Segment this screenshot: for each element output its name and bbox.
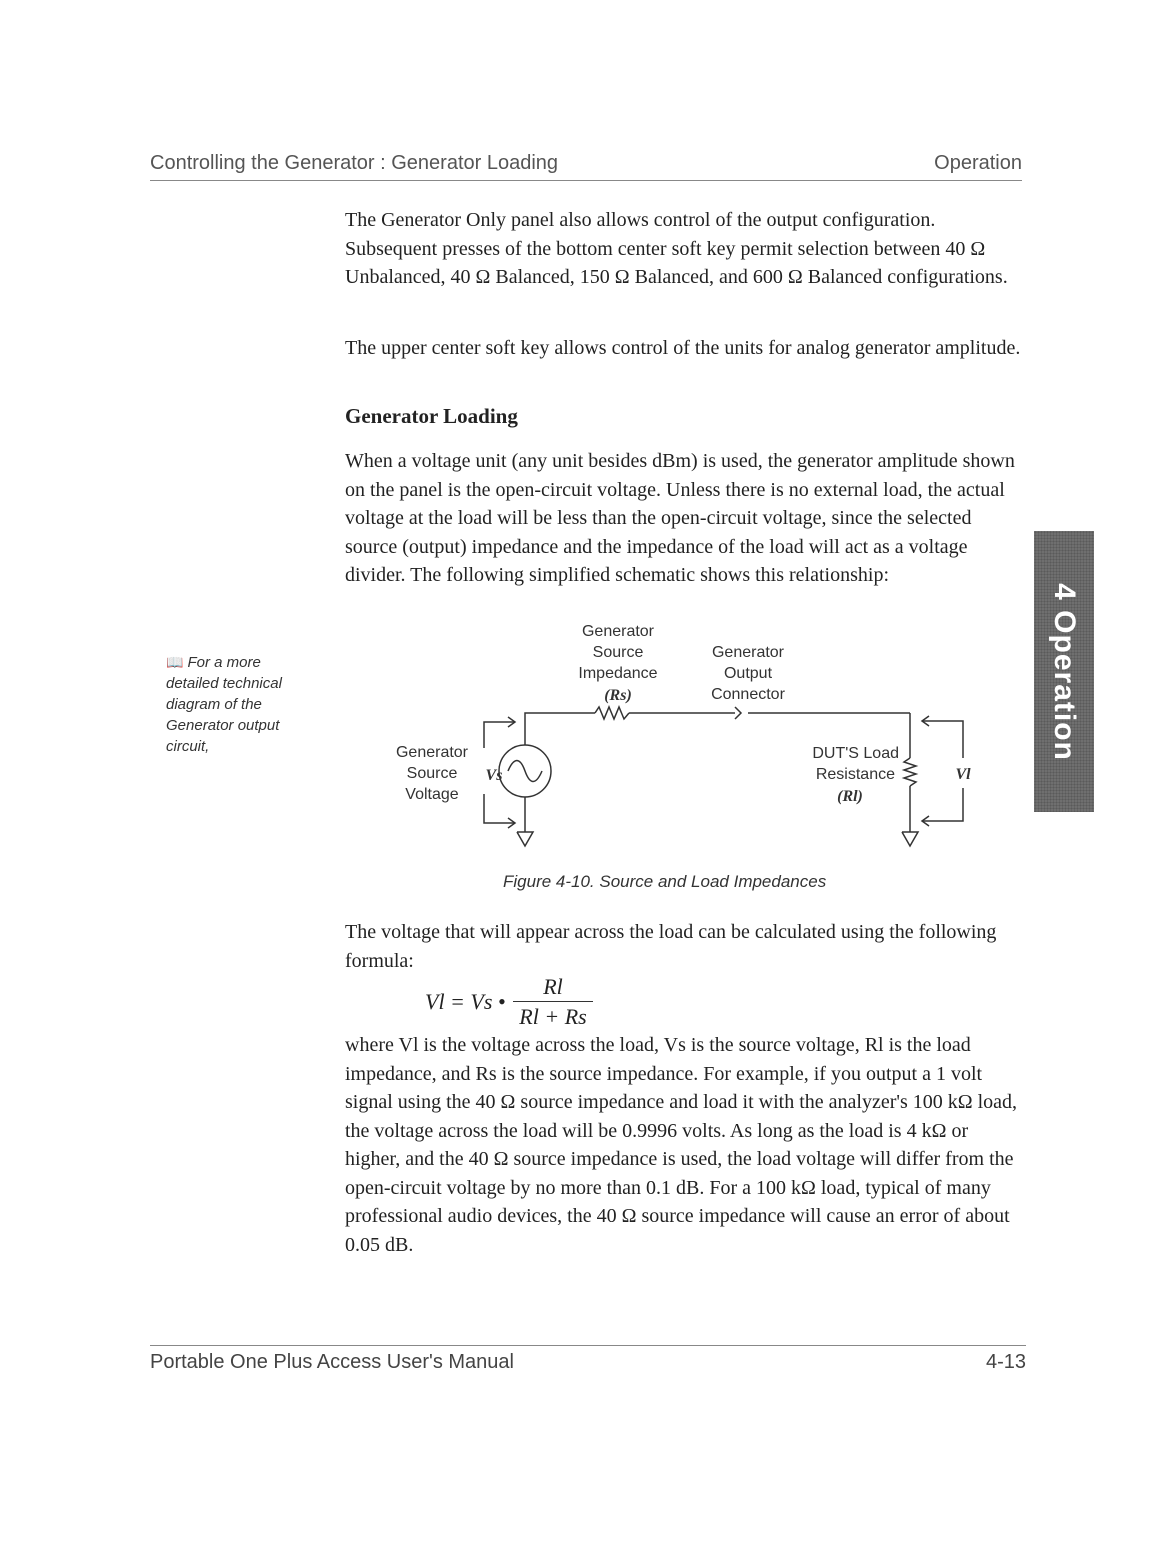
paragraph-text: where Vl is the voltage across the load, Vs is the source voltage, Rl is the load impedance, and Rs is the source impedance. For example, if you output a 1 volt signal using the 40 Ω source impedance and load it with the analyzer's 100 kΩ load, the voltage across the load will be 0.9996 volts. As long as the load is 4 kΩ or higher, and the 40 Ω source impedance is used, the load voltage will differ from the open-circuit voltage by no more than 0.1 dB. For a 100 kΩ load, typical of many professional audio devices, the 40 Ω source impedance will cause an error of about 0.05 dB.: [345, 1034, 1018, 1256]
resistor-rl: [904, 758, 916, 786]
label-gen-impedance-3: Impedance: [578, 665, 658, 682]
footer-manual-title: Portable One Plus Access User's Manual: [150, 1351, 514, 1373]
side-tab-label: 4 Operation: [1048, 582, 1081, 761]
label-dut-load-2: Resistance: [815, 766, 895, 783]
chapter-side-tab: [1034, 531, 1094, 812]
formula-denominator: Rl + Rs: [519, 1004, 587, 1029]
label-vl: Vl: [955, 766, 971, 783]
header-section-path: Controlling the Generator : Generator Loading: [150, 152, 559, 174]
label-rs: (Rs): [604, 687, 632, 704]
connector-chevron: [735, 707, 741, 719]
book-icon: 📖: [166, 654, 184, 670]
resistor-rs: [595, 707, 629, 719]
paragraph-text: The voltage that will appear across the load can be calculated using the following formula:: [345, 921, 997, 972]
footer-page-number: 4-13: [985, 1351, 1026, 1373]
label-gen-output-3: Connector: [711, 686, 785, 703]
ground-right: [902, 832, 918, 846]
source-load-schematic: [380, 614, 980, 864]
paragraph-output-configuration: [345, 206, 1025, 292]
label-vs: Vs: [485, 767, 503, 784]
paragraph-amplitude-units: [345, 334, 1025, 363]
formula-numerator: Rl: [513, 973, 593, 1002]
page-header: [150, 150, 1022, 181]
page-footer: [150, 1345, 1026, 1378]
sine-symbol: [508, 761, 542, 782]
paragraph-explanation: [345, 1031, 1025, 1259]
label-gen-voltage-1: Generator: [395, 744, 469, 761]
figure-caption: Figure 4-10. Source and Load Impedances: [503, 872, 827, 891]
paragraph-text: The upper center soft key allows control of the units for analog generator amplitude.: [345, 337, 1021, 359]
label-gen-voltage-3: Voltage: [405, 786, 459, 803]
margin-note-text: For a more detailed technical diagram of the Generator output circuit,: [166, 654, 282, 755]
paragraph-text: When a voltage unit (any unit besides dBm) is used, the generator amplitude shown on the panel is the open-circuit voltage. Unless there is no external load, the actual voltage at the load will be less than the open-circuit voltage, since the selected source (output) impedance and the impedance of the load will act as a voltage divider. The following simplified schematic shows this relationship:: [345, 450, 1015, 586]
label-dut-load-1: DUT'S Load: [812, 745, 899, 762]
label-gen-impedance-1: Generator: [581, 623, 655, 640]
formula-fraction: [513, 973, 593, 1032]
label-gen-output-1: Generator: [711, 644, 785, 661]
label-gen-voltage-2: Source: [406, 765, 458, 782]
label-rl: (Rl): [837, 788, 863, 805]
margin-note: [166, 652, 316, 757]
formula-lhs: Vl = Vs •: [425, 989, 506, 1014]
section-heading: Generator Loading: [345, 404, 518, 428]
wire-top-left: [525, 713, 595, 745]
label-gen-output-2: Output: [723, 665, 773, 682]
label-gen-impedance-2: Source: [592, 644, 644, 661]
paragraph-text: The Generator Only panel also allows control of the output configuration. Subsequent presses of the bottom center soft key permit selection between 40 Ω Unbalanced, 40 Ω Balanced, 150 Ω Balanced, and 600 Ω Balanced configurations.: [345, 209, 1008, 288]
vl-bracket-top: [923, 721, 963, 758]
paragraph-generator-loading: [345, 447, 1025, 590]
ground-left: [517, 832, 533, 846]
header-chapter: Operation: [934, 152, 1022, 174]
paragraph-formula-intro: [345, 918, 1025, 975]
